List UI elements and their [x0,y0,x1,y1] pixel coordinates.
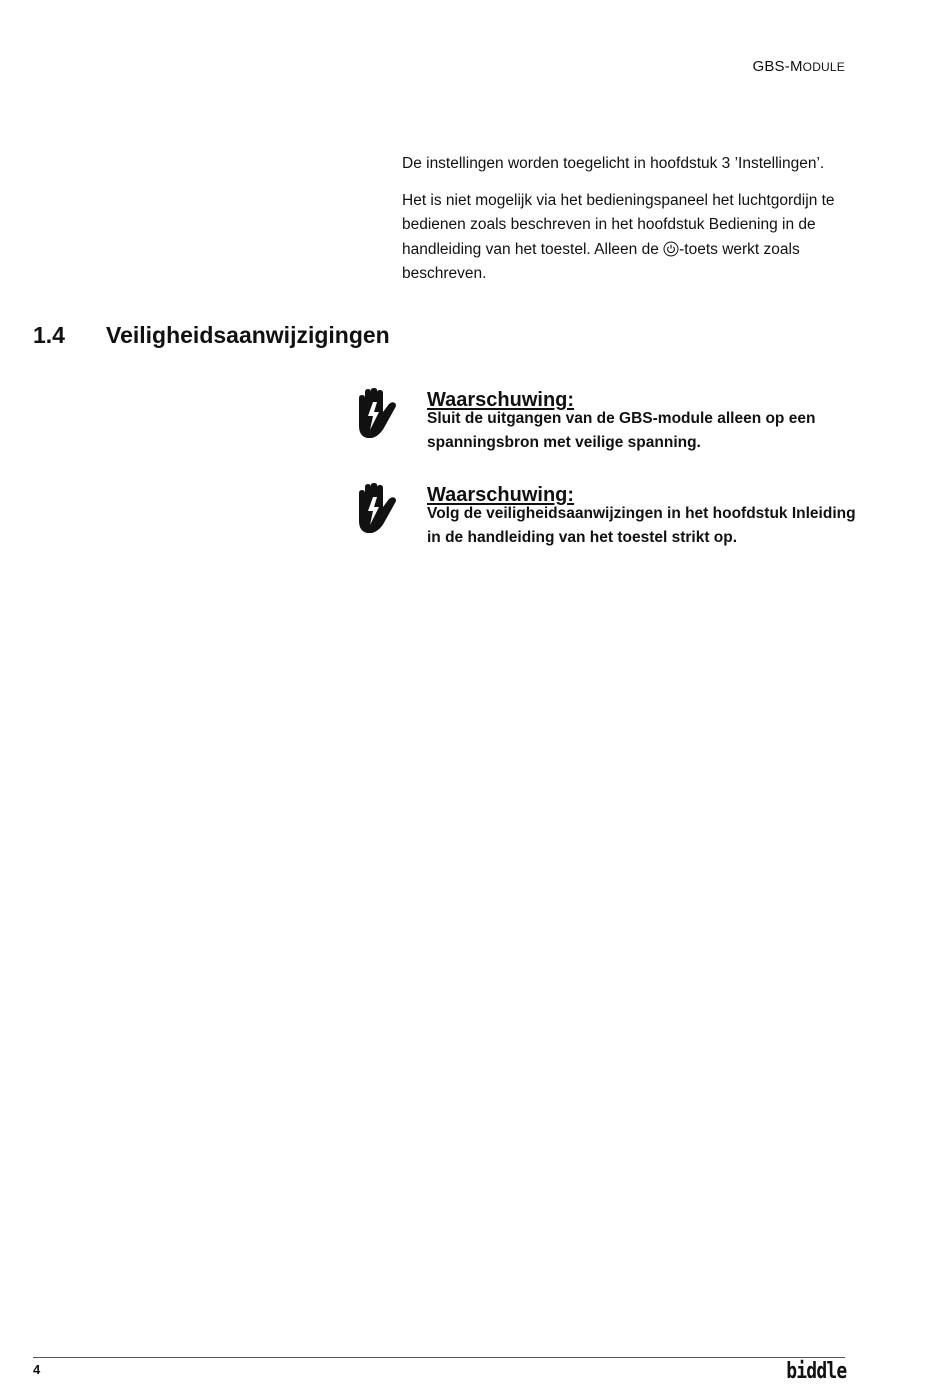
header-title-first: GBS-M [752,58,803,75]
intro-paragraph-1: De instellingen worden toegelicht in hoofdstuk 3 ’Instellingen’. [402,155,825,172]
intro-paragraph-2-part2: -toets werkt zoals beschreven. [402,240,800,282]
running-header [752,58,845,75]
warning-body-2 [427,483,857,550]
page-number: 4 [33,1362,41,1377]
section-heading [33,322,390,349]
biddle-logo: biddle [785,1359,846,1384]
warning-text: Volg de veiligheidsaanwijzingen in het hoofdstuk Inleiding in de handleiding van het toestel strikt op. [427,505,856,546]
intro-text [402,152,852,299]
warning-hand-icon [355,388,399,440]
warning-body-1 [427,388,857,455]
section-number: 1.4 [33,322,65,348]
warning-hand-icon [355,483,399,535]
power-button-icon [663,241,679,257]
intro-paragraph-2 [402,189,852,287]
footer-divider [33,1357,845,1358]
warning-title: Waarschuwing: [427,389,575,411]
header-title-rest: ODULE [802,60,845,74]
section-title: Veiligheidsaanwijzigingen [106,322,390,348]
warning-text: Sluit de uitgangen van de GBS-module alleen op een spanningsbron met veilige spanning. [427,410,816,451]
intro-paragraph-2-part1: Het is niet mogelijk via het bedieningspaneel het luchtgordijn te bedienen zoals beschreven in het hoofdstuk Bediening in de handleiding van het toestel. Alleen de [402,191,835,258]
warning-title: Waarschuwing: [427,484,575,506]
